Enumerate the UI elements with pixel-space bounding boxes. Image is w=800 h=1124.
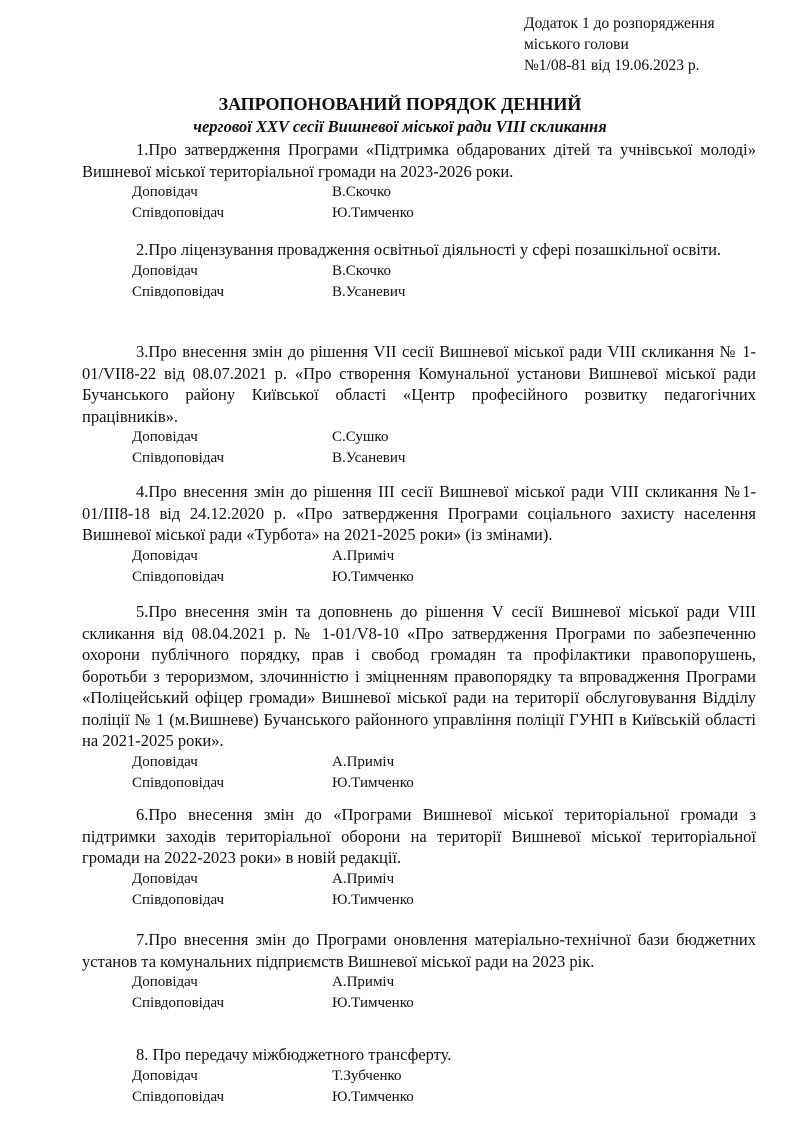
speaker-name: С.Сушко (332, 429, 389, 445)
cospeaker-name: Ю.Тимченко (332, 774, 414, 791)
agenda-item-text: 5.Про внесення змін та доповнень до рішення V сесії Вишневої міської ради VIII скликання від 08.04.2021 р. № 1-01/V8-10 «Про затвердження Програми по забезпеченню охорони публічного порядку, прав і свобод громадян та профілактики правопорушень, боротьби з тероризмом, злочинністю і зміцненням правопорядку та впровадження Програми «Поліцейський офіцер громади» Вишневої міської ради на території обслуговування Відділу поліції № 1 (м.Вишневе) Бучанського районного управління поліції ГУНП в Київській області на 2021-2025 роки». (82, 602, 756, 750)
cospeaker-name: Ю.Тимченко (332, 205, 414, 221)
agenda-item-1 (82, 139, 756, 224)
agenda-item-5 (82, 601, 756, 794)
cospeaker-name: Ю.Тимченко (332, 995, 414, 1011)
cospeaker-name: В.Усаневич (332, 450, 406, 466)
speaker-name: В.Скочко (332, 262, 391, 279)
speaker-name: В.Скочко (332, 184, 391, 200)
speaker-label: Доповідач (132, 547, 198, 564)
agenda-item-text: 6.Про внесення змін до «Програми Вишневої міської територіальної громади з підтримки заходів територіальної оборони на території Вишневої міської територіальної громади на 2022-2023 роки» в новій редакції. (82, 805, 756, 867)
cospeaker-row (82, 773, 756, 794)
cospeaker-label: Співдоповідач (132, 1088, 225, 1105)
agenda-item-text: 8. Про передачу міжбюджетного трансферту. (136, 1045, 452, 1064)
agenda-item-3 (82, 341, 756, 469)
speaker-name: А.Приміч (332, 547, 395, 564)
annex-line-3: №1/08-81 від 19.06.2023 р. (524, 57, 700, 74)
annex-line-2: міського голови (524, 36, 629, 53)
cospeaker-label: Співдоповідач (132, 995, 225, 1011)
cospeaker-label: Співдоповідач (132, 568, 225, 585)
agenda-item-text: 2.Про ліцензування провадження освітньої діяльності у сфері позашкільної освіти. (136, 240, 722, 259)
cospeaker-name: Ю.Тимченко (332, 891, 414, 908)
speaker-label: Доповідач (132, 184, 198, 200)
agenda-item-text: 1.Про затвердження Програми «Підтримка обдарованих дітей та учнівської молоді» Вишневої міської територіальної громади на 2023-2026 роки. (82, 140, 756, 181)
agenda-item-8 (82, 1044, 756, 1108)
agenda-item-roles (82, 752, 756, 794)
cospeaker-row (82, 203, 756, 224)
cospeaker-name: Ю.Тимченко (332, 568, 414, 585)
speaker-name: А.Приміч (332, 974, 395, 990)
cospeaker-label: Співдоповідач (132, 450, 225, 466)
cospeaker-label: Співдоповідач (132, 205, 225, 221)
agenda-item-text: 3.Про внесення змін до рішення VII сесії Вишневої міської ради VIII скликання № 1-01/VII8-22 від 08.07.2021 р. «Про створення Комунальної установи Вишневої міської ради Бучанського району Київської області «Центр професійного розвитку педагогічних працівників». (82, 342, 756, 426)
cospeaker-row (82, 282, 756, 303)
agenda-item-4 (82, 481, 756, 588)
speaker-row (82, 972, 756, 993)
agenda-item-roles (82, 546, 756, 588)
agenda-item-7 (82, 929, 756, 1014)
annex-note (524, 13, 715, 76)
speaker-label: Доповідач (132, 429, 198, 445)
agenda-item-text: 4.Про внесення змін до рішення III сесії Вишневої міської ради VIII скликання №1-01/III8-18 від 24.12.2020 р. «Про затвердження Програми соціального захисту населення Вишневої міської ради «Турбота» на 2021-2025 роки» (із змінами). (82, 482, 756, 544)
document-title: ЗАПРОПОНОВАНИЙ ПОРЯДОК ДЕННИЙ (218, 94, 582, 114)
cospeaker-name: Ю.Тимченко (332, 1088, 414, 1105)
cospeaker-row (82, 1087, 756, 1108)
speaker-name: А.Приміч (332, 753, 395, 770)
cospeaker-label: Співдоповідач (132, 283, 225, 300)
cospeaker-row (82, 448, 756, 469)
speaker-label: Доповідач (132, 870, 198, 887)
speaker-row (82, 261, 756, 282)
agenda-item-2 (82, 239, 756, 303)
agenda-item-text: 7.Про внесення змін до Програми оновлення матеріально-технічної бази бюджетних установ та комунальних підприємств Вишневої міської ради на 2023 рік. (82, 930, 756, 971)
cospeaker-row (82, 567, 756, 588)
speaker-name: Т.Зубченко (332, 1067, 402, 1084)
cospeaker-label: Співдоповідач (132, 891, 225, 908)
agenda-item-roles (82, 261, 756, 303)
agenda-item-roles (82, 182, 756, 224)
annex-line-1: Додаток 1 до розпорядження (524, 15, 715, 32)
cospeaker-label: Співдоповідач (132, 774, 225, 791)
speaker-label: Доповідач (132, 262, 198, 279)
speaker-row (82, 546, 756, 567)
document-subtitle: чергової XXV сесії Вишневої міської ради VIII скликання (193, 117, 607, 136)
speaker-row (82, 752, 756, 773)
agenda-item-roles (82, 1066, 756, 1108)
agenda-item-6 (82, 804, 756, 911)
cospeaker-row (82, 890, 756, 911)
speaker-row (82, 869, 756, 890)
speaker-label: Доповідач (132, 1067, 198, 1084)
speaker-label: Доповідач (132, 753, 198, 770)
cospeaker-row (82, 993, 756, 1014)
speaker-row (82, 182, 756, 203)
speaker-row (82, 427, 756, 448)
agenda-item-roles (82, 972, 756, 1014)
cospeaker-name: В.Усаневич (332, 283, 406, 300)
speaker-name: А.Приміч (332, 870, 395, 887)
agenda-item-roles (82, 427, 756, 469)
agenda-item-roles (82, 869, 756, 911)
speaker-row (82, 1066, 756, 1087)
speaker-label: Доповідач (132, 974, 198, 990)
